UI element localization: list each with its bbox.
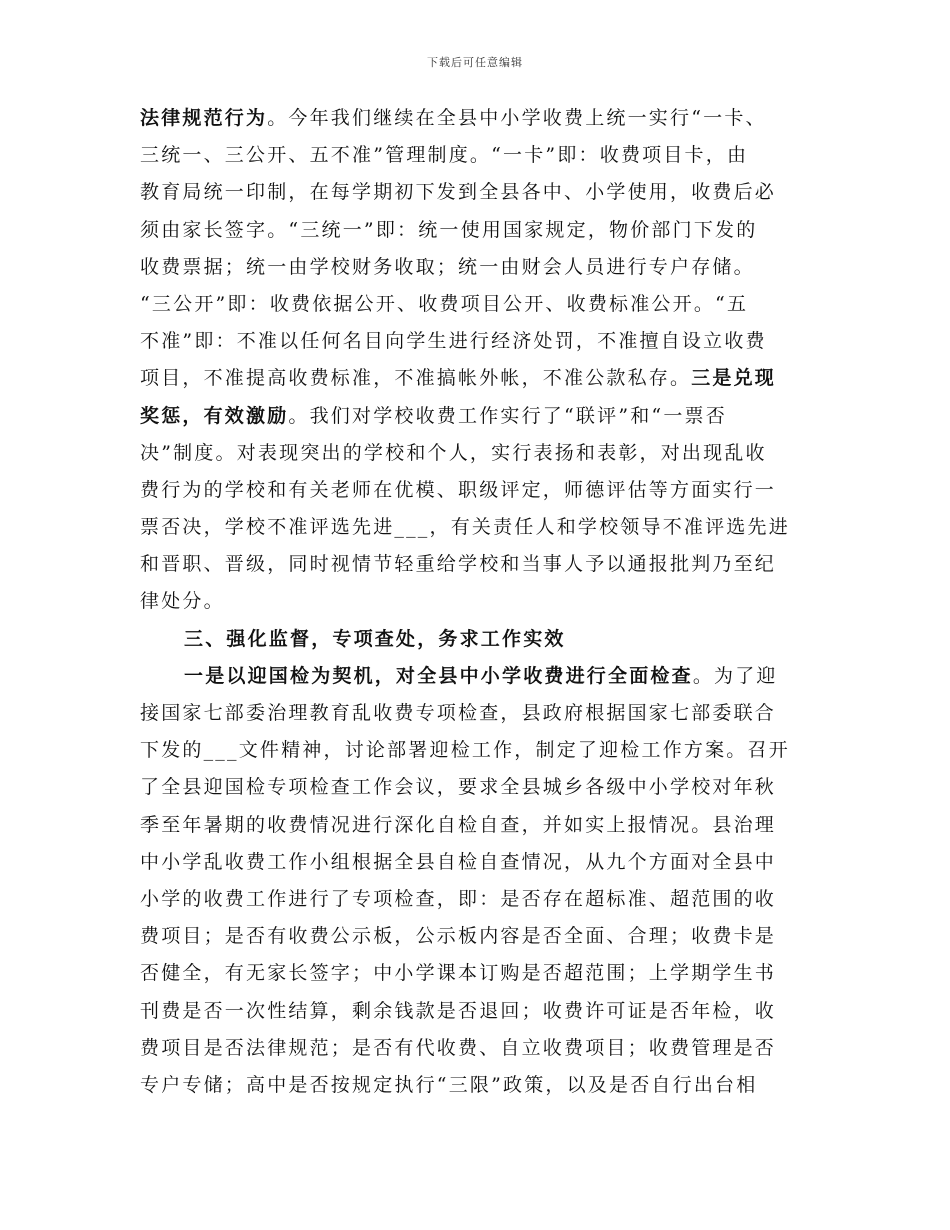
text-segment: 季至年暑期的收费情况进行深化自检自查，并如实上报情况。县治理 [140, 813, 777, 836]
bold-phrase: 法律规范行为 [140, 107, 268, 129]
text-line [140, 918, 812, 955]
text-line [140, 807, 812, 844]
text-segment: 否健全，有无家长签字；中小学课本订购是否超范围；上学期学生书 [140, 962, 777, 985]
text-line [140, 1067, 812, 1104]
text-segment: 费项目是否法律规范；是否有代收费、自立收费项目；收费管理是否 [140, 1036, 777, 1059]
text-segment: 。我们对学校收费工作实行了“联评”和“一票否 [288, 404, 727, 427]
text-segment: 项目，不准提高收费标准，不准搞帐外帐，不准公款私存。 [140, 367, 692, 390]
text-segment: 专户专储；高中是否按规定执行“三限”政策，以及是否自行出台相 [140, 1073, 758, 1096]
text-segment: 。今年我们继续在全县中小学收费上统一实行“一卡、 [267, 107, 767, 129]
text-segment: 决”制度。对表现突出的学校和个人，实行表扬和表彰，对出现乱收 [140, 441, 767, 464]
text-line [140, 583, 812, 620]
text-segment: 教育局统一印制，在每学期初下发到全县各中、小学使用，收费后必 [140, 181, 777, 204]
section-line [140, 658, 812, 695]
text-line [140, 509, 812, 546]
text-segment: 收费票据；统一由学校财务收取；统一由财会人员进行专户存储。 [140, 255, 755, 278]
text-line [140, 881, 812, 918]
text-segment: 三统一、三公开、五不准”管理制度。“一卡”即：收费项目卡，由 [140, 144, 749, 167]
text-line [140, 398, 812, 435]
text-line [140, 360, 812, 397]
text-segment: 费项目；是否有收费公示板，公示板内容是否全面、合理；收费卡是 [140, 925, 777, 948]
text-segment: 小学的收费工作进行了专项检查，即：是否存在超标准、超范围的收 [140, 887, 777, 910]
section-line [140, 621, 812, 658]
text-line [140, 249, 812, 286]
text-line [140, 769, 812, 806]
text-segment: 律处分。 [140, 590, 225, 613]
text-line [140, 472, 812, 509]
text-line [140, 174, 812, 211]
text-line [140, 844, 812, 881]
text-line [140, 212, 812, 249]
text-segment: 刊费是否一次性结算，剩余钱款是否退回；收费许可证是否年检，收 [140, 999, 777, 1022]
text-line [140, 1030, 812, 1067]
bold-phrase: 三、强化监督，专项查处，务求工作实效 [184, 627, 566, 650]
text-line [140, 286, 812, 323]
page-header: 下载后可任意编辑 [427, 56, 523, 69]
text-line [140, 546, 812, 583]
text-segment: 下发的___文件精神，讨论部署迎检工作，制定了迎检工作方案。召开 [140, 739, 790, 762]
bold-phrase: 奖惩，有效激励 [140, 404, 289, 427]
text-segment: “三公开”即：收费依据公开、收费项目公开、收费标准公开。“五 [140, 292, 749, 315]
text-line [140, 435, 812, 472]
document-body [140, 100, 812, 1104]
text-segment: 接国家七部委治理教育乱收费专项检查，县政府根据国家七部委联合 [140, 702, 777, 724]
text-segment: 费行为的学校和有关老师在优模、职级评定，师德评估等方面实行一 [140, 478, 777, 501]
text-line [140, 955, 812, 992]
text-line [140, 100, 812, 137]
text-line [140, 993, 812, 1030]
bold-phrase: 三是兑现 [691, 367, 777, 390]
text-segment: 中小学乱收费工作小组根据全县自检自查情况，从九个方面对全县中 [140, 850, 777, 873]
text-segment: 了全县迎国检专项检查工作会议，要求全县城乡各级中小学校对年秋 [140, 776, 777, 799]
text-segment: 。为了迎 [692, 664, 778, 687]
text-segment: 不准”即：不准以任何名目向学生进行经济处罚，不准擅自设立收费 [140, 330, 767, 353]
text-segment: 票否决，学校不准评选先进___，有关责任人和学校领导不准评选先进 [140, 516, 790, 539]
text-line [140, 732, 812, 769]
text-line [140, 323, 812, 360]
bold-phrase: 一是以迎国检为契机，对全县中小学收费进行全面检查 [184, 664, 693, 687]
text-line [140, 137, 812, 174]
text-segment: 须由家长签字。“三统一”即：统一使用国家规定，物价部门下发的 [140, 218, 758, 241]
text-line [140, 695, 812, 732]
text-segment: 和晋职、晋级，同时视情节轻重给学校和当事人予以通报批判乃至纪 [140, 553, 777, 576]
